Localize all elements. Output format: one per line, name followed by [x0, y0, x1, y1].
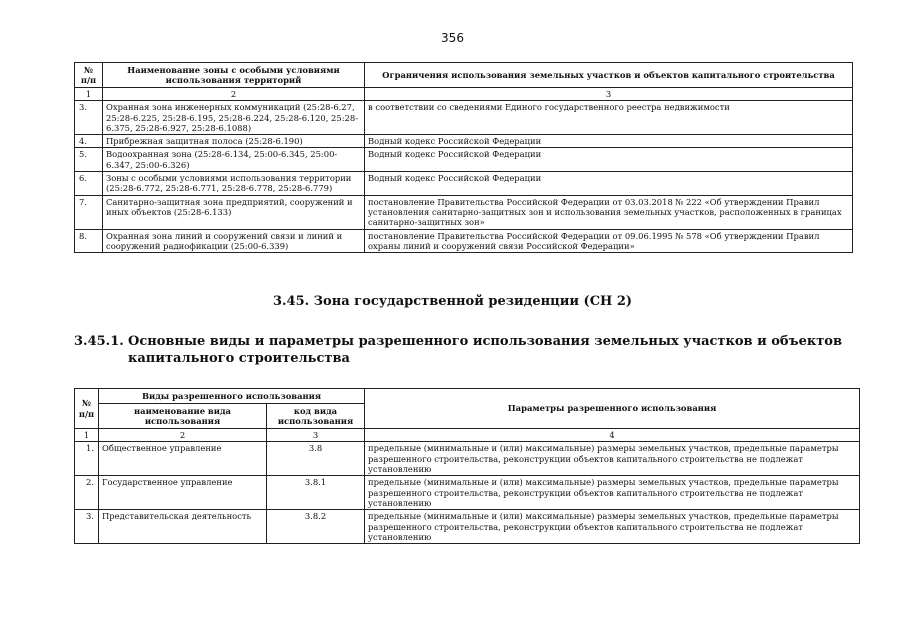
- row-number: 5.: [75, 148, 103, 172]
- zones-restrictions-table: [74, 62, 853, 253]
- subsection-number: 3.45.1.: [74, 334, 124, 349]
- row-number: 3.: [75, 510, 99, 544]
- zone-restriction: постановление Правительства Российской Федерации от 09.06.1995 № 578 «Об утверждении Правил охраны линий и сооружений связи Российской Федерации»: [365, 229, 853, 253]
- table-index-row: [75, 429, 860, 442]
- row-number: 6.: [75, 172, 103, 196]
- table-header-row: [75, 389, 860, 404]
- section-heading: 3.45. Зона государственной резиденции (СН 2): [272, 294, 633, 309]
- zone-name: Санитарно-защитная зона предприятий, сооружений и иных объектов (25:28-6.133): [103, 195, 365, 229]
- row-number: 3.: [75, 101, 103, 135]
- use-name: Общественное управление: [99, 442, 267, 476]
- subsection-title: Основные виды и параметры разрешенного использования земельных участков и объектов капитального строительства: [128, 334, 842, 366]
- use-code: 3.8: [267, 442, 365, 476]
- table-row: [75, 195, 853, 229]
- index-cell: 4: [365, 429, 860, 442]
- row-number: 4.: [75, 135, 103, 148]
- zone-restriction: в соответствии со сведениями Единого государственного реестра недвижимости: [365, 101, 853, 135]
- table-row: [75, 510, 860, 544]
- use-code: 3.8.1: [267, 476, 365, 510]
- header-use-name: наименование вида использования: [99, 404, 267, 429]
- table-row: [75, 148, 853, 172]
- table-row: [75, 135, 853, 148]
- index-cell: 2: [103, 88, 365, 101]
- row-number: 8.: [75, 229, 103, 253]
- use-params: предельные (минимальные и (или) максимальные) размеры земельных участков, предельные параметры разрешенного строительства, реконструкции объектов капитального строительства не подлежат установлению: [365, 510, 860, 544]
- index-cell: 3: [365, 88, 853, 101]
- index-cell: 3: [267, 429, 365, 442]
- zone-name: Зоны с особыми условиями использования территории (25:28-6.772, 25:28-6.771, 25:28-6.778, 25:28-6.779): [103, 172, 365, 196]
- header-params: Параметры разрешенного использования: [365, 389, 860, 429]
- index-cell: 2: [99, 429, 267, 442]
- table-row: [75, 172, 853, 196]
- header-use-types: Виды разрешенного использования: [99, 389, 365, 404]
- zone-name: Охранная зона инженерных коммуникаций (25:28-6.27, 25:28-6.225, 25:28-6.195, 25:28-6.224, 25:28-6.120, 25:28-6.375, 25:28-6.927, 25:28-6.1088): [103, 101, 365, 135]
- row-number: 2.: [75, 476, 99, 510]
- use-name: Представительская деятельность: [99, 510, 267, 544]
- zone-restriction: Водный кодекс Российской Федерации: [365, 172, 853, 196]
- page-number: 356: [441, 31, 464, 45]
- use-code: 3.8.2: [267, 510, 365, 544]
- table-row: [75, 442, 860, 476]
- zone-restriction: постановление Правительства Российской Федерации от 03.03.2018 № 222 «Об утверждении Правил установления санитарно-защитных зон и использования земельных участков, расположенных в границах санитарно-защитных зон»: [365, 195, 853, 229]
- header-restrictions: Ограничения использования земельных участков и объектов капитального строительства: [365, 63, 853, 88]
- zone-restriction: Водный кодекс Российской Федерации: [365, 135, 853, 148]
- table-row: [75, 229, 853, 253]
- header-num: № п/п: [75, 389, 99, 429]
- table-header-row: [75, 63, 853, 88]
- zone-name: Водоохранная зона (25:28-6.134, 25:00-6.345, 25:00-6.347, 25:00-6.326): [103, 148, 365, 172]
- zone-restriction: Водный кодекс Российской Федерации: [365, 148, 853, 172]
- row-number: 7.: [75, 195, 103, 229]
- zone-name: Прибрежная защитная полоса (25:28-6.190): [103, 135, 365, 148]
- header-use-code: код вида использования: [267, 404, 365, 429]
- index-cell: 1: [75, 429, 99, 442]
- header-num: № п/п: [75, 63, 103, 88]
- permitted-use-table: [74, 388, 860, 544]
- subsection-heading: [74, 333, 874, 367]
- table-row: [75, 101, 853, 135]
- use-params: предельные (минимальные и (или) максимальные) размеры земельных участков, предельные параметры разрешенного строительства, реконструкции объектов капитального строительства не подлежат установлению: [365, 476, 860, 510]
- use-params: предельные (минимальные и (или) максимальные) размеры земельных участков, предельные параметры разрешенного строительства, реконструкции объектов капитального строительства не подлежат установлению: [365, 442, 860, 476]
- table-row: [75, 476, 860, 510]
- index-cell: 1: [75, 88, 103, 101]
- zone-name: Охранная зона линий и сооружений связи и линий и сооружений радиофикации (25:00-6.339): [103, 229, 365, 253]
- table-index-row: [75, 88, 853, 101]
- row-number: 1.: [75, 442, 99, 476]
- use-name: Государственное управление: [99, 476, 267, 510]
- header-zone: Наименование зоны с особыми условиями использования территорий: [103, 63, 365, 88]
